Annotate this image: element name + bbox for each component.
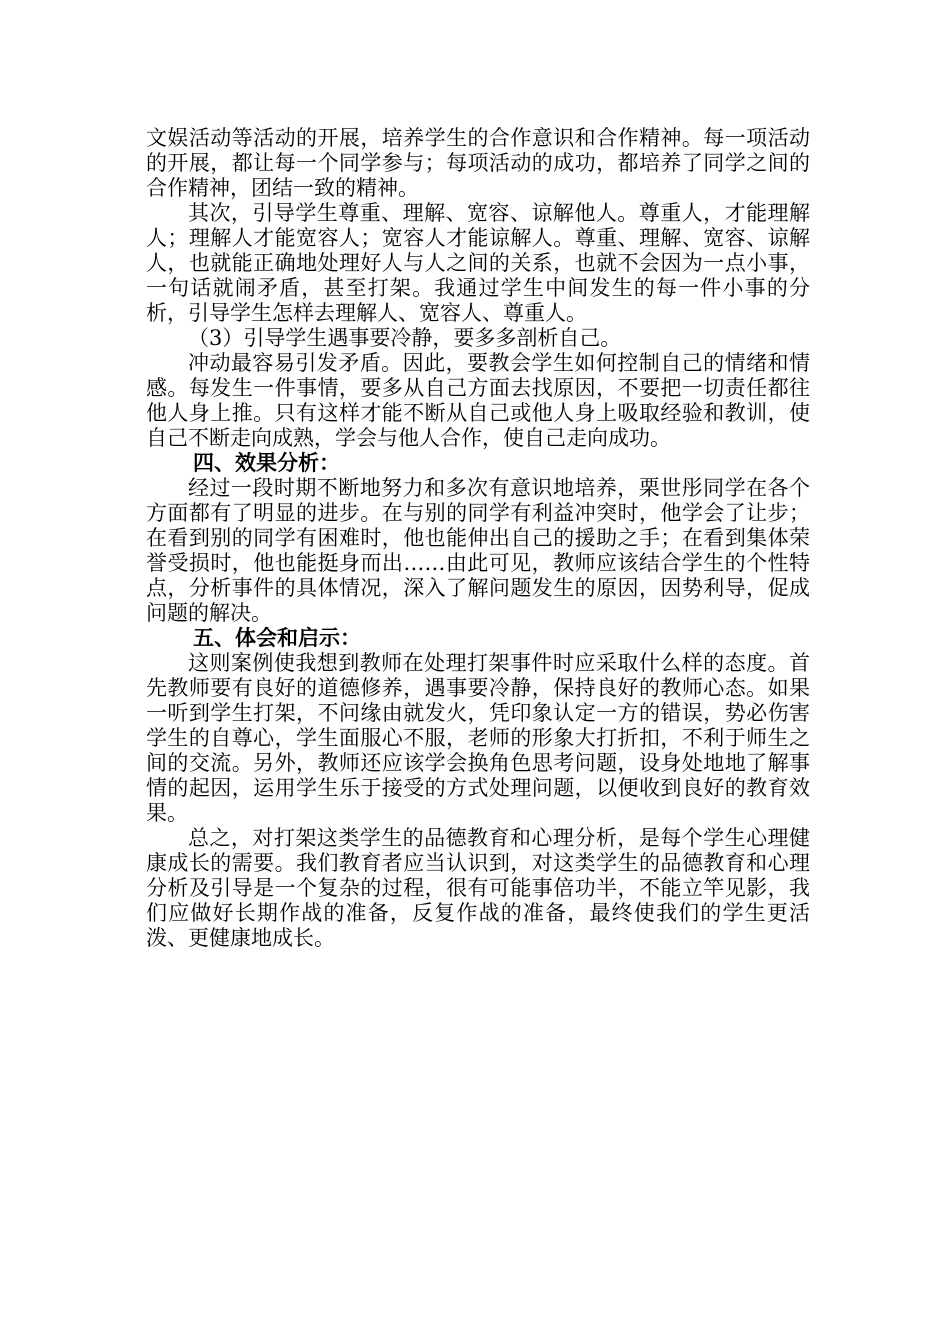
section-heading-effect-analysis: 四、效果分析：: [193, 451, 340, 475]
paragraph-respect-others: 其次，引导学生尊重、理解、宽容、谅解他人。尊重人，才能理解人；理解人才能宽容人；宽容人才能谅解人。尊重、理解、宽容、谅解人，也就能正确地处理好人与人之间的关系，也就不会因为一点小事，一句话就闹矛盾，甚至打架。我通过学生中间发生的每一件小事的分析，引导学生怎样去理解人、宽容人、尊重人。: [146, 201, 810, 325]
document-page: [146, 126, 810, 951]
paragraph-conclusion: 总之，对打架这类学生的品德教育和心理分析，是每个学生心理健康成长的需要。我们教育者应当认识到，对这类学生的品德教育和心理分析及引导是一个复杂的过程，很有可能事倍功半，不能立竿见影，我们应做好长期作战的准备，反复作战的准备，最终使我们的学生更活泼、更健康地成长。: [146, 826, 810, 950]
section-heading-reflection: 五、体会和启示：: [193, 626, 361, 650]
paragraph-control-emotions: 冲动最容易引发矛盾。因此，要教会学生如何控制自己的情绪和情感。每发生一件事情，要多从自己方面去找原因，不要把一切责任都往他人身上推。只有这样才能不断从自己或他人身上吸取经验和教训，使自己不断走向成熟，学会与他人合作，使自己走向成功。: [146, 351, 810, 450]
paragraph-effect-analysis: 经过一段时期不断地努力和多次有意识地培养，栗世彤同学在各个方面都有了明显的进步。在与别的同学有利益冲突时，他学会了让步；在看到别的同学有困难时，他也能伸出自己的援助之手；在看到集体荣誉受损时，他也能挺身而出……由此可见，教师应该结合学生的个性特点，分析事件的具体情况，深入了解问题发生的原因，因势利导，促成问题的解决。: [146, 476, 810, 625]
paragraph-reflection: 这则案例使我想到教师在处理打架事件时应采取什么样的态度。首先教师要有良好的道德修养，遇事要冷静，保持良好的教师心态。如果一听到学生打架，不问缘由就发火，凭印象认定一方的错误，势必伤害学生的自尊心，学生面服心不服，老师的形象大打折扣，不利于师生之间的交流。另外，教师还应该学会换角色思考问题，设身处地地了解事情的起因，运用学生乐于接受的方式处理问题，以便收到良好的教育效果。: [146, 651, 810, 825]
paragraph-point-3: （3）引导学生遇事要冷静，要多多剖析自己。: [188, 326, 622, 350]
paragraph-continuation: 文娱活动等活动的开展，培养学生的合作意识和合作精神。每一项活动的开展，都让每一个同学参与；每项活动的成功，都培养了同学之间的合作精神，团结一致的精神。: [146, 126, 810, 200]
